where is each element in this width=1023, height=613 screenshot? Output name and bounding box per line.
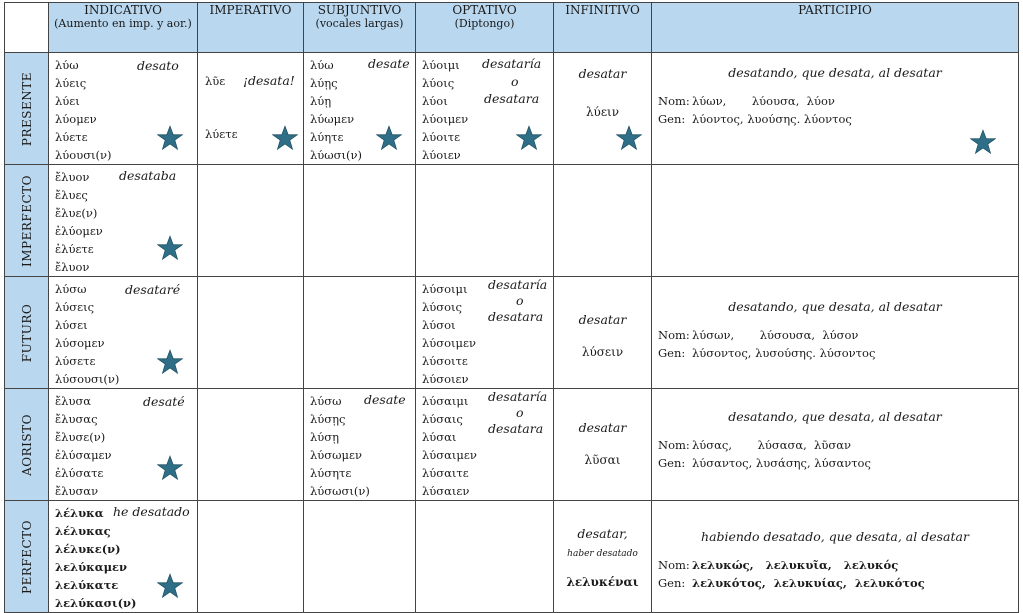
translation: desataba [119, 168, 177, 183]
translation-or: o [511, 74, 519, 89]
greek-form: λύσων, λύσουσα, λύσον [692, 328, 859, 342]
greek-form: ἐλύομεν [55, 224, 103, 238]
translation: desataría [482, 56, 542, 71]
cell-empty [304, 165, 416, 277]
greek-form: λύω [55, 58, 79, 72]
row-futuro [5, 277, 1019, 389]
greek-form: λύῃ [310, 94, 332, 108]
greek-form: λύσοιμεν [422, 336, 476, 350]
greek-form: λύσει [55, 318, 88, 332]
translation: desatar [578, 312, 627, 327]
translation: desatando, que desata, al desatar [728, 409, 942, 424]
greek-form: λύουσι(ν) [55, 148, 112, 162]
greek-form: λύετε [55, 130, 88, 144]
greek-form: λῦε [205, 74, 226, 88]
row-aoristo [5, 389, 1019, 501]
greek-form: λύει [55, 94, 80, 108]
cell-perfecto-participio [652, 501, 1019, 613]
cell-imperfecto-indicativo [49, 165, 198, 277]
conjugation-table [4, 2, 1019, 613]
cell-empty [198, 389, 304, 501]
cell-empty [198, 165, 304, 277]
greek-form: λύωμεν [310, 112, 355, 126]
star-icon [616, 125, 642, 151]
greek-form: λύετε [205, 127, 238, 141]
greek-form: λέλυκε(ν) [55, 542, 121, 556]
cell-empty [304, 277, 416, 389]
header-subtitle: (Aumento en imp. y aor.) [54, 17, 192, 30]
translation: desato [137, 58, 179, 73]
greek-form: λελύκαμεν [55, 560, 127, 574]
greek-form: λύσαιμι [422, 394, 469, 408]
cell-futuro-optativo [416, 277, 554, 389]
translation: desatar [578, 420, 627, 435]
greek-form: λύσω [55, 282, 87, 296]
greek-form: ἔλυε(ν) [55, 206, 98, 220]
header-subtitle: (Diptongo) [454, 17, 515, 30]
cell-presente-indicativo [49, 53, 198, 165]
row-label-cell [5, 53, 49, 165]
case-label: Gen: [658, 576, 686, 590]
cell-empty [416, 165, 554, 277]
greek-form: ἔλυον [55, 170, 90, 184]
row-perfecto [5, 501, 1019, 613]
nominative-line [658, 328, 858, 342]
greek-form: λύοι [422, 94, 448, 108]
greek-form: λύσετε [55, 354, 96, 368]
greek-form: λύωσι(ν) [310, 148, 362, 162]
translation: desataría [488, 277, 548, 292]
translation: habiendo desatado, que desata, al desatar [701, 529, 969, 544]
header-infinitivo [554, 3, 652, 53]
cell-empty [304, 501, 416, 613]
greek-form: λελυκώς, λελυκυῖα, λελυκός [692, 558, 899, 572]
greek-form: λύοιμι [422, 58, 460, 72]
case-label: Gen: [658, 346, 686, 360]
greek-form: λύοντος, λυούσης. λύοντος [692, 112, 852, 126]
translation: ¡desata! [243, 73, 295, 88]
greek-form: λύσοι [422, 318, 456, 332]
cell-presente-imperativo [198, 53, 304, 165]
cell-empty [198, 277, 304, 389]
header-subtitle: (vocales largas) [315, 17, 404, 30]
nominative-line [658, 94, 835, 108]
header-optativo [416, 3, 554, 53]
genitive-line [658, 456, 871, 470]
translation: desatando, que desata, al desatar [728, 65, 942, 80]
star-icon [157, 349, 183, 375]
translation: desaté [143, 394, 185, 409]
greek-form: λύσομεν [55, 336, 105, 350]
cell-empty [554, 165, 652, 277]
greek-form: ἐλύσατε [55, 466, 104, 480]
translation: desatar [578, 66, 627, 81]
case-label: Nom: [658, 438, 690, 452]
row-label: FUTURO [19, 303, 34, 362]
header-title: IMPERATIVO [209, 3, 292, 17]
case-label: Nom: [658, 94, 690, 108]
genitive-line [658, 112, 852, 126]
cell-aoristo-optativo [416, 389, 554, 501]
case-label: Nom: [658, 328, 690, 342]
greek-form: λέλυκα [55, 506, 104, 520]
greek-form: λύῃς [310, 76, 338, 90]
greek-form: λύειν [585, 105, 620, 119]
greek-form: λύσειν [581, 345, 624, 359]
greek-form: λύων, λύουσα, λύον [692, 94, 835, 108]
translation: desate [368, 56, 410, 71]
translation: desate [364, 392, 406, 407]
star-icon [272, 125, 298, 151]
cell-perfecto-infinitivo [554, 501, 652, 613]
greek-form: λύσαιμεν [422, 448, 477, 462]
header-title: INDICATIVO [84, 3, 162, 17]
cell-empty [652, 165, 1019, 277]
header-imperativo [198, 3, 304, 53]
greek-form: λῦσαι [584, 453, 621, 467]
nominative-line [658, 558, 898, 572]
translation: desatara [484, 91, 540, 106]
header-participio [652, 3, 1019, 53]
case-label: Gen: [658, 112, 686, 126]
translation: desataré [125, 282, 181, 297]
case-label: Nom: [658, 558, 690, 572]
greek-form: λύσοιμι [422, 282, 468, 296]
header-title: PARTICIPIO [798, 3, 872, 17]
greek-form: λύσας, λύσασα, λῦσαν [692, 438, 851, 452]
greek-form: λύσαι [422, 430, 457, 444]
greek-form: λύσοις [422, 300, 463, 314]
greek-form: λύσαις [422, 412, 463, 426]
greek-form: ἔλυσα [55, 394, 92, 408]
greek-form: λύσω [310, 394, 342, 408]
greek-form: λύοιεν [422, 148, 461, 162]
cell-presente-participio [652, 53, 1019, 165]
translation: desatar, [577, 526, 628, 541]
cell-aoristo-indicativo [49, 389, 198, 501]
header-title: SUBJUNTIVO [317, 3, 402, 17]
greek-form: λύομεν [55, 112, 97, 126]
star-icon [376, 125, 402, 151]
greek-form: ἔλυον [55, 260, 90, 274]
greek-form: λέλυκας [55, 524, 111, 538]
greek-form: λύσητε [310, 466, 352, 480]
header-title: INFINITIVO [565, 3, 640, 17]
translation: desatando, que desata, al desatar [728, 299, 942, 314]
cell-aoristo-subjuntivo [304, 389, 416, 501]
greek-form: ἔλυσας [55, 412, 98, 426]
greek-form: λύσαιτε [422, 466, 469, 480]
cell-presente-optativo [416, 53, 554, 165]
row-label: PRESENTE [19, 71, 34, 146]
row-label: AORISTO [19, 413, 34, 476]
greek-form: λελυκότος, λελυκυίας, λελυκότος [692, 576, 925, 590]
greek-form: λύσοιεν [422, 372, 469, 386]
star-icon [157, 235, 183, 261]
row-label-cell [5, 501, 49, 613]
cell-presente-subjuntivo [304, 53, 416, 165]
greek-form: ἔλυσε(ν) [55, 430, 106, 444]
cell-presente-infinitivo [554, 53, 652, 165]
row-label: PERFECTO [19, 519, 34, 594]
greek-form: λύσωμεν [310, 448, 362, 462]
greek-form: λύοιτε [422, 130, 461, 144]
star-icon [157, 455, 183, 481]
cell-aoristo-infinitivo [554, 389, 652, 501]
row-label-cell [5, 277, 49, 389]
greek-form: ἔλυες [55, 188, 88, 202]
greek-form: λύω [310, 58, 334, 72]
star-icon [516, 125, 542, 151]
header-title: OPTATIVO [452, 3, 517, 17]
translation-small: haber desatado [567, 549, 638, 559]
cell-futuro-participio [652, 277, 1019, 389]
greek-form: λύσουσι(ν) [55, 372, 120, 386]
cell-empty [416, 501, 554, 613]
row-label: IMPERFECTO [19, 174, 34, 267]
greek-form: λύοις [422, 76, 455, 90]
cell-perfecto-indicativo [49, 501, 198, 613]
greek-form: λύοιμεν [422, 112, 469, 126]
genitive-line [658, 576, 925, 590]
greek-form: λύητε [310, 130, 344, 144]
greek-form: λύσαιεν [422, 484, 470, 498]
greek-form: λύσαντος, λυσάσης, λύσαντος [692, 456, 871, 470]
star-icon [970, 129, 996, 155]
header-indicativo [49, 3, 198, 53]
greek-form: λύσωσι(ν) [310, 484, 370, 498]
translation: he desatado [113, 504, 190, 519]
corner-cell [5, 3, 49, 53]
cell-empty [198, 501, 304, 613]
row-presente [5, 53, 1019, 165]
greek-form: ἔλυσαν [55, 484, 99, 498]
cell-futuro-infinitivo [554, 277, 652, 389]
greek-form: λύσῃ [310, 430, 340, 444]
translation: desatara [488, 309, 544, 324]
translation: desatara [488, 421, 544, 436]
translation-or: o [516, 293, 524, 308]
greek-form: λύσῃς [310, 412, 346, 426]
row-label-cell [5, 389, 49, 501]
greek-form: ἐλύετε [55, 242, 94, 256]
case-label: Gen: [658, 456, 686, 470]
header-subjuntivo [304, 3, 416, 53]
row-label-cell [5, 165, 49, 277]
greek-form: λελύκατε [55, 578, 119, 592]
star-icon [157, 573, 183, 599]
greek-form: λελύκασι(ν) [55, 596, 137, 610]
translation-or: o [516, 405, 524, 420]
greek-form: ἐλύσαμεν [55, 448, 112, 462]
genitive-line [658, 346, 875, 360]
cell-aoristo-participio [652, 389, 1019, 501]
star-icon [157, 125, 183, 151]
row-imperfecto [5, 165, 1019, 277]
translation: desataría [488, 389, 548, 404]
nominative-line [658, 438, 851, 452]
cell-futuro-indicativo [49, 277, 198, 389]
greek-form: λύσοιτε [422, 354, 468, 368]
greek-form: λελυκέναι [566, 575, 639, 589]
greek-form: λύσοντος, λυσούσης. λύσοντος [692, 346, 876, 360]
greek-form: λύσεις [55, 300, 95, 314]
greek-form: λύεις [55, 76, 87, 90]
